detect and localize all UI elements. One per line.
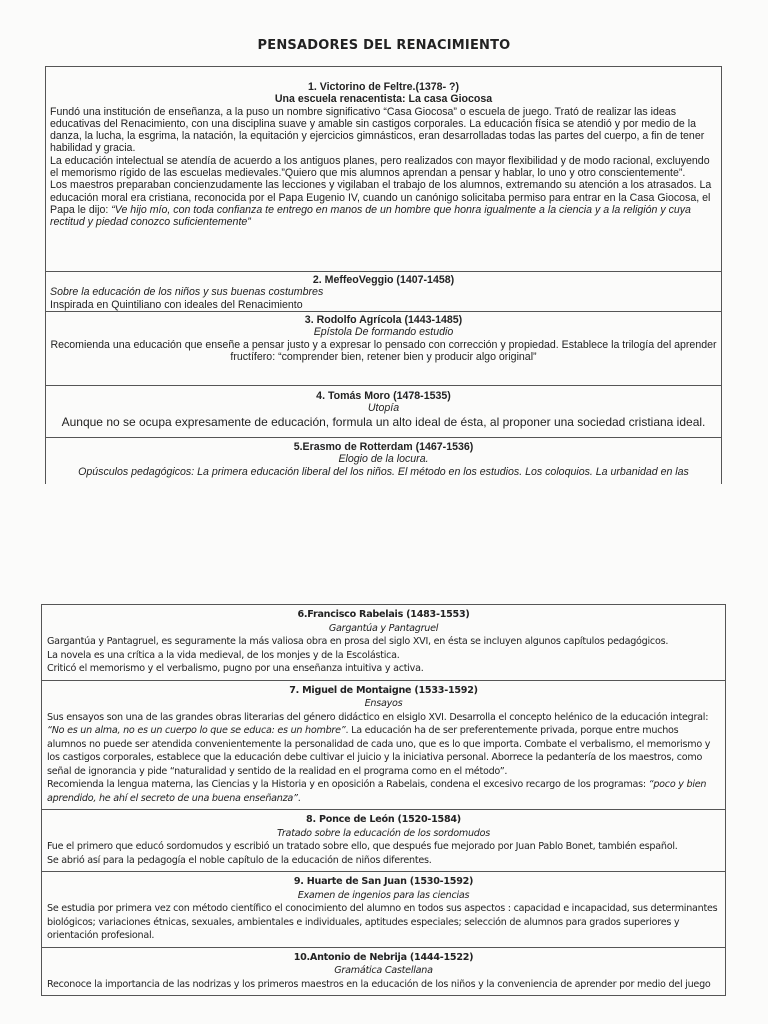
entry-rodolfo-agricola [46,312,721,386]
entry-paragraph: La educación intelectual se atendía de acuerdo a los antiguos planes, pero realizados con mayor flexibilidad y de modo racional, excluyendo el memorismo rígido de las escuelas medievales.”Quiero que mis alumnos aprendan a pensar y hablar, lo uno y otro conscientemente”. [50,154,710,180]
entry-miguel-de-montaigne [42,681,725,811]
entry-subheading: Una escuela renacentista: La casa Giocosa [274,93,493,106]
entry-heading: 9. Huarte de San Juan (1530-1592) [293,876,474,887]
entry-ponce-de-leon [42,810,725,872]
entry-heading: 3. Rodolfo Agrícola (1443-1485) [304,314,463,326]
entry-victorino-de-feltre [46,67,721,272]
entry-paragraph: Aunque no se ocupa expresamente de educación, formula un alto ideal de ésta, al proponer una sociedad cristiana ideal. [61,414,706,429]
entry-work-title: Tratado sobre la educación de los sordomudos [277,827,490,839]
entry-work-title: Utopía [367,402,400,415]
entry-paragraph [47,778,720,805]
entry-paragraph: Reconoce la importancia de las nodrizas y los primeros maestros en la educación de los niños y la conveniencia de aprender por medio del juego [47,978,711,990]
entry-heading: 8. Ponce de León (1520-1584) [306,814,461,825]
entry-paragraph: Fundó una institución de enseñanza, a la puso un nombre significativo “Casa Giocosa” o escuela de juego. Trató de realizar las ideas educativas del Renacimiento, con una disciplina suave y amable sin castigos corporales. La educación física se atendió y por medio de la danza, la lucha, la esgrima, la natación, la equitación y ejercicios gimnásticos, eran desarrolladas todas las partes del cuerpo, a fin de tener habilidad y gracia. [50,105,705,155]
entry-heading: 2. MeffeoVeggio (1407-1458) [312,274,455,286]
entry-work-title: Ensayos [364,698,403,709]
entry-antonio-de-nebrija [42,948,725,997]
entry-work-title: Gargantúa y Pantagruel [328,622,439,634]
entry-paragraph: Criticó el memorismo y el verbalismo, pugno por una enseñanza intuitiva y activa. [47,663,424,674]
entry-quote: “Ve hijo mío, con toda confianza te entrego en manos de un hombre que honra igualmente a la ciencia y a la religión y cuya rectitud y piedad conozco suficientemente” [50,203,691,229]
entry-paragraph: Recomienda una educación que enseñe a pensar justo y a expresar lo pensado con corrección y propiedad. Establece la trilogía del aprender fructífero: “comprender bien, retener bien y producir algo original” [50,338,717,363]
entry-paragraph: Gargantúa y Pantagruel, es seguramente la más valiosa obra en prosa del siglo XVI, en ésta se incluyen algunos capítulos pedagógicos. [47,636,669,647]
thinkers-table-part2 [41,604,726,996]
entry-text: Sus ensayos son una de las grandes obras literarias del género didáctico en elsiglo XVI. Desarrolla el concepto helénico de la educación integral: [47,711,709,723]
entry-text: Los maestros preparaban concienzudamente las lecciones y vigilaban el trabajo de los alumnos, extremando su atención a los atrasados. La educación moral era cristiana, reconocida por el Papa Eugenio IV, cuando un canónigo solicitaba permiso para entrar en la Casa Giocosa, el Papa le dijo: [50,179,712,216]
entry-heading: 10.Antonio de Nebrija (1444-1522) [293,951,474,963]
entry-text: . [297,792,301,804]
entry-work-title: Examen de ingenios para las ciencias [297,889,470,901]
entry-work-title: Sobre la educación de los niños y sus buenas costumbres [50,286,324,299]
entry-paragraph: Se abrió así para la pedagogía el noble capítulo de la educación de niños diferentes. [47,854,432,866]
entry-erasmo-de-rotterdam [46,438,721,484]
entry-quote: “poco y bien aprendido, he ahí el secreto de una buena enseñanza” [47,779,707,804]
entry-heading: 7. Miguel de Montaigne (1533-1592) [289,684,478,696]
entry-work-title: Gramática Castellana [334,965,433,976]
entry-paragraph: Opúsculos pedagógicos: La primera educación liberal del los niños. El método en los estudios. Los coloquios. La urbanidad en las [78,465,689,478]
entry-tomas-moro [46,386,721,438]
entry-paragraph: Inspirada en Quintiliano con ideales del Renacimiento [50,298,303,311]
entry-paragraph: Fue el primero que educó sordomudos y escribió un tratado sobre ello, que después fue mejorado por Juan Pablo Bonet, también español. [47,841,678,852]
entry-heading: 5.Erasmo de Rotterdam (1467-1536) [293,441,474,453]
entry-work-title: Epístola De formando estudio [313,326,454,339]
entry-heading: 6.Francisco Rabelais (1483-1553) [297,609,470,620]
entry-francisco-rabelais [42,605,725,681]
entry-heading: 4. Tomás Moro (1478-1535) [316,390,451,402]
entry-paragraph [50,179,717,228]
entry-huarte-de-san-juan [42,872,725,948]
entry-paragraph: La novela es una crítica a la vida medieval, de los monjes y de la Escolástica. [47,649,400,661]
entry-paragraph: Se estudia por primera vez con método científico el conocimiento del alumno en todos sus aspectos : capacidad e incapacidad, sus determinantes biológicos; variaciones étnicas, sexuales, ambientales e individuales, aptitudes especiales; selección de alumnos para grados superiores y orientación profesional. [47,903,718,941]
thinkers-table-part1 [45,66,722,484]
entry-paragraph [47,711,720,779]
entry-meffeo-veggio [46,272,721,312]
entry-text: . La educación ha de ser preferentemente privada, porque entre muchos alumnos no puede ser atendida convenientemente la personalidad de cada uno, que es lo que importa. Combate el verbalismo, el memorismo y los castigos corporales, establece que la educación debe cultivar el juicio y la iniciativa personal. Aborrece la pedantería de los maestros, como señal de ignorancia y pide “naturalidad y sentido de la realidad en el programa como en el método”. [47,725,711,777]
entry-text: Recomienda la lengua materna, las Ciencias y la Historia y en oposición a Rabelais, condena el excesivo recargo de los programas: [47,779,649,790]
entry-work-title: Elogio de la locura. [338,453,429,466]
entry-quote: “No es un alma, no es un cuerpo lo que se educa: es un hombre” [47,725,346,736]
page-title: PENSADORES DEL RENACIMIENTO [257,38,511,53]
entry-heading: 1. Victorino de Feltre.(1378- ?) [307,81,460,93]
